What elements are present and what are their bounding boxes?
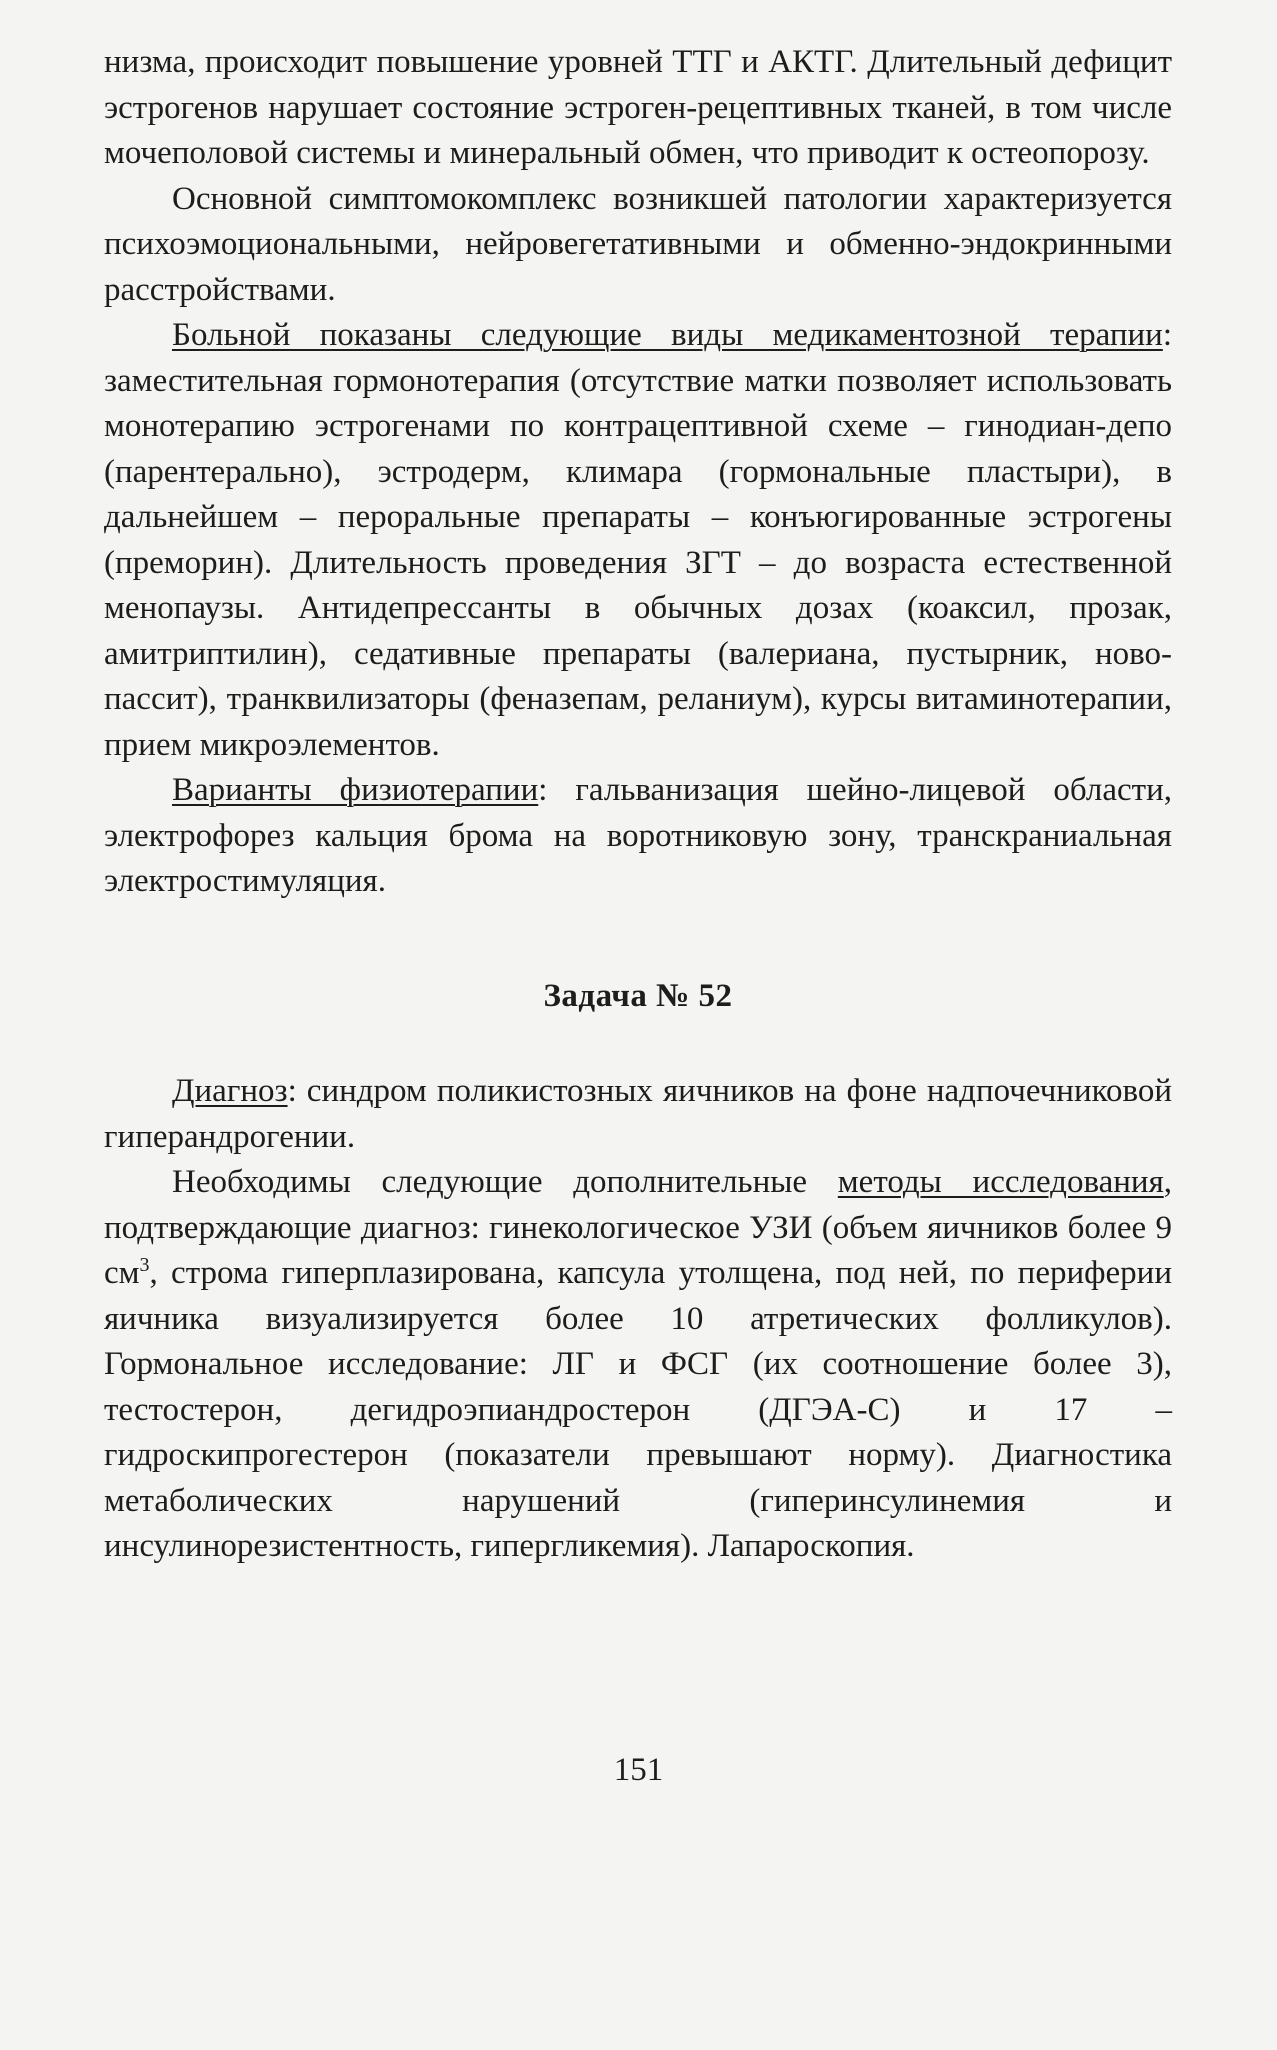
paragraph-6 xyxy=(104,1160,1172,1570)
diagnosis-text: : синдром поликистозных яичников на фоне надпочечниковой гиперандрогении. xyxy=(104,1073,1172,1155)
diagnosis-heading: Диагноз xyxy=(172,1073,288,1109)
paragraph-2: Основной симптомокомплекс возникшей патологии характеризуется психоэмоциональными, нейровегетативными и обменно-эндокринными расстройствами. xyxy=(104,180,1172,308)
page-content xyxy=(104,40,1172,1570)
physiotherapy-text: : гальванизация шейно-лицевой области, электрофорез кальция брома на воротниковую зону, транскраниальная электростимуляция. xyxy=(104,772,1172,899)
drug-therapy-text: : заместительная гормонотерапия (отсутствие матки позволяет использовать монотерапию эстрогенами по контрацептивной схеме – гинодиан-депо (парентерально), эстродерм, климара (гормональные пластыри), в дальнейшем – пероральные препараты – конъюгированные эстрогены (преморин). Длительность проведения ЗГТ – до возраста естественной менопаузы. Антидепрессанты в обычных дозах (коаксил, прозак, амитриптилин), седативные препараты (валериана, пустырник, ново-пассит), транквилизаторы (феназепам, реланиум), курсы витаминотерапии, прием микроэлементов. xyxy=(104,317,1172,763)
methods-text-a: , подтверждающие диагноз: гинекологическое УЗИ (объем яичников более 9 см xyxy=(104,1164,1172,1291)
task-title: Задача № 52 xyxy=(543,977,733,1014)
paragraph-5 xyxy=(104,1069,1172,1160)
page-number: 151 xyxy=(613,1752,664,1788)
methods-text-b: , строма гиперплазирована, капсула утолщена, под ней, по периферии яичника визуализируется более 10 атретических фолликулов). Гормональное исследование: ЛГ и ФСГ (их соотношение более 3), тестостерон, дегидроэпиандростерон (ДГЭА-С) и 17 – гидроскипрогестерон (показатели превышают норму). Диагностика метаболических нарушений (гиперинсулинемия и инсулинорезистентность, гипергликемия). Лапароскопия. xyxy=(104,1255,1172,1564)
superscript-cubic: 3 xyxy=(139,1254,150,1276)
paragraph-4 xyxy=(104,768,1172,905)
methods-heading: методы исследования xyxy=(837,1164,1164,1200)
physiotherapy-heading: Варианты физиотерапии xyxy=(172,772,539,808)
paragraph-1: низма, происходит повышение уровней ТТГ и АКТГ. Длительный дефицит эстрогенов нарушает состояние эстроген-рецептивных тканей, в том числе мочеполовой системы и минеральный обмен, что приводит к остеопорозу. xyxy=(104,44,1172,171)
drug-therapy-heading: Больной показаны следующие виды медикаментозной терапии xyxy=(172,317,1163,353)
methods-intro: Необходимы следующие дополнительные xyxy=(172,1164,838,1200)
paragraph-3 xyxy=(104,313,1172,768)
